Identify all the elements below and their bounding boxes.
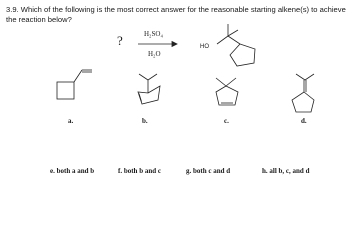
structure-a: [57, 70, 92, 99]
reagent-acid: H₂SO₄: [144, 30, 163, 38]
hydroxyl-label: HO: [200, 44, 209, 50]
reaction-arrow: [138, 42, 177, 47]
question-number: 3.9.: [6, 5, 19, 14]
structure-d: [292, 74, 314, 112]
structure-b-label: b.: [142, 117, 148, 125]
question-body: Which of the following is the most correct answer for the reasonable starting alkene(s) to achieve the reaction below?: [6, 5, 346, 24]
answer-option-g[interactable]: g. both c and d: [186, 167, 231, 175]
answer-option-f[interactable]: f. both b and c: [118, 167, 161, 175]
structure-b: [138, 74, 160, 104]
structure-c-label: c.: [224, 117, 229, 125]
reagent-water: H₂O: [148, 50, 161, 58]
structure-c: [216, 78, 238, 105]
structure-d-label: d.: [301, 117, 307, 125]
structure-a-label: a.: [68, 117, 74, 125]
answer-option-e[interactable]: e. both a and b: [50, 167, 95, 175]
product-structure: [217, 24, 255, 66]
starting-material-unknown: ?: [117, 33, 123, 48]
question-text: [6, 5, 346, 25]
answer-option-h[interactable]: h. all b, c, and d: [262, 167, 310, 175]
